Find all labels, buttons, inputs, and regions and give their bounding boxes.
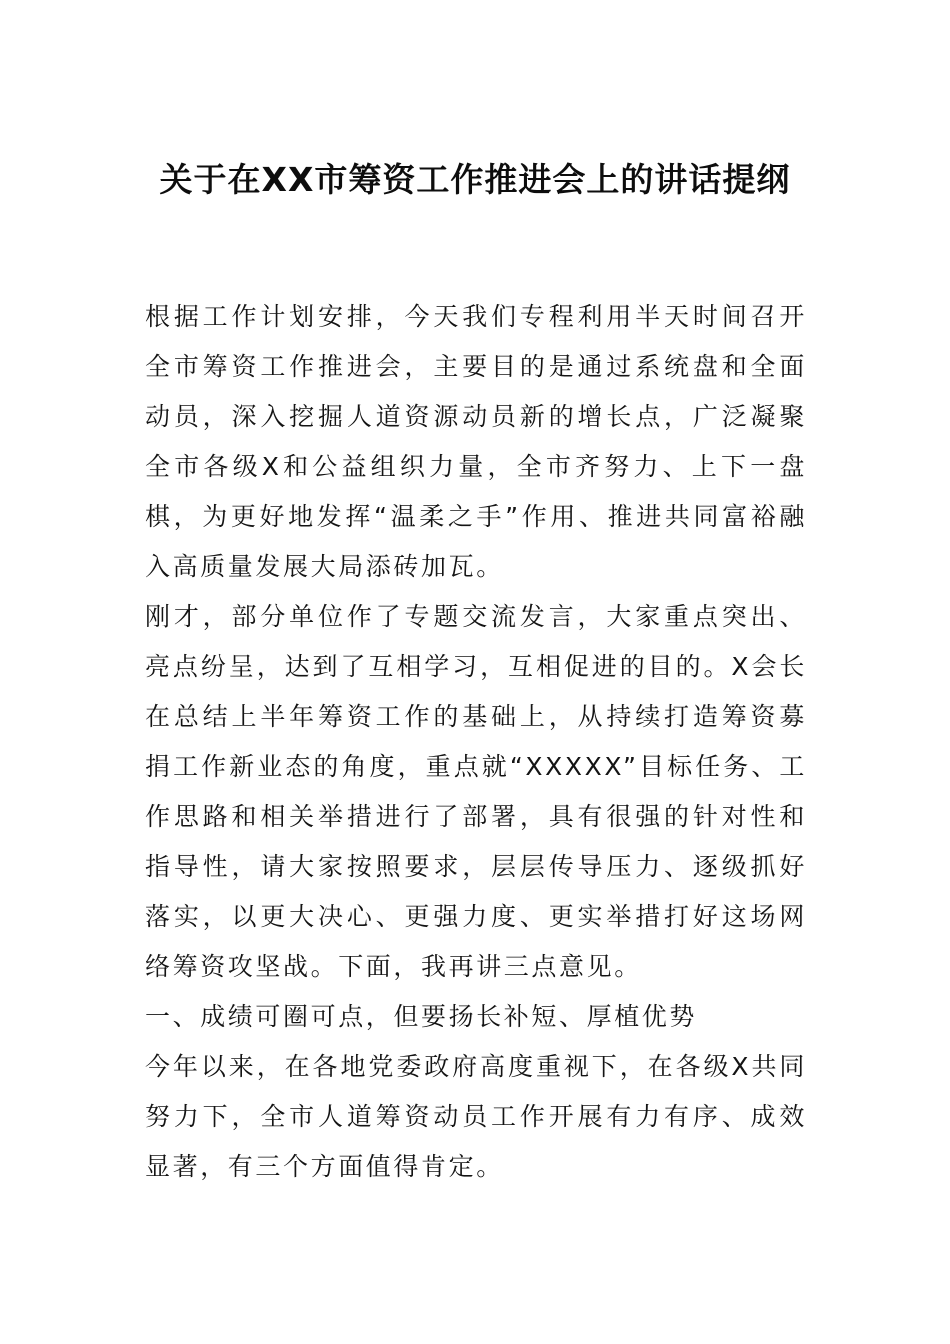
paragraph-intro: 根据工作计划安排，今天我们专程利用半天时间召开全市筹资工作推进会，主要目的是通过系统盘和全面动员，深入挖掘人道资源动员新的增长点，广泛凝聚全市各级X和公益组织力量，全市齐努力、上下一盘棋，为更好地发挥“温柔之手”作用、推进共同富裕融入高质量发展大局添砖加瓦。 [145,302,807,581]
document-title: 关于在XX市筹资工作推进会上的讲话提纲 [159,160,791,199]
document-body [145,292,807,1192]
section-heading: 一、成绩可圈可点，但要扬长补短、厚植优势 [145,1002,698,1031]
paragraph-summary: 刚才，部分单位作了专题交流发言，大家重点突出、亮点纷呈，达到了互相学习，互相促进的目的。X会长在总结上半年筹资工作的基础上，从持续打造筹资募捐工作新业态的角度，重点就“XXXXX”目标任务、工作思路和相关举措进行了部署，具有很强的针对性和指导性，请大家按照要求，层层传导压力、逐级抓好落实，以更大决心、更强力度、更实举措打好这场网络筹资攻坚战。下面，我再讲三点意见。 [145,602,807,981]
section-paragraph: 今年以来，在各地党委政府高度重视下，在各级X共同努力下，全市人道筹资动员工作开展有力有序、成效显著，有三个方面值得肯定。 [145,1052,807,1181]
